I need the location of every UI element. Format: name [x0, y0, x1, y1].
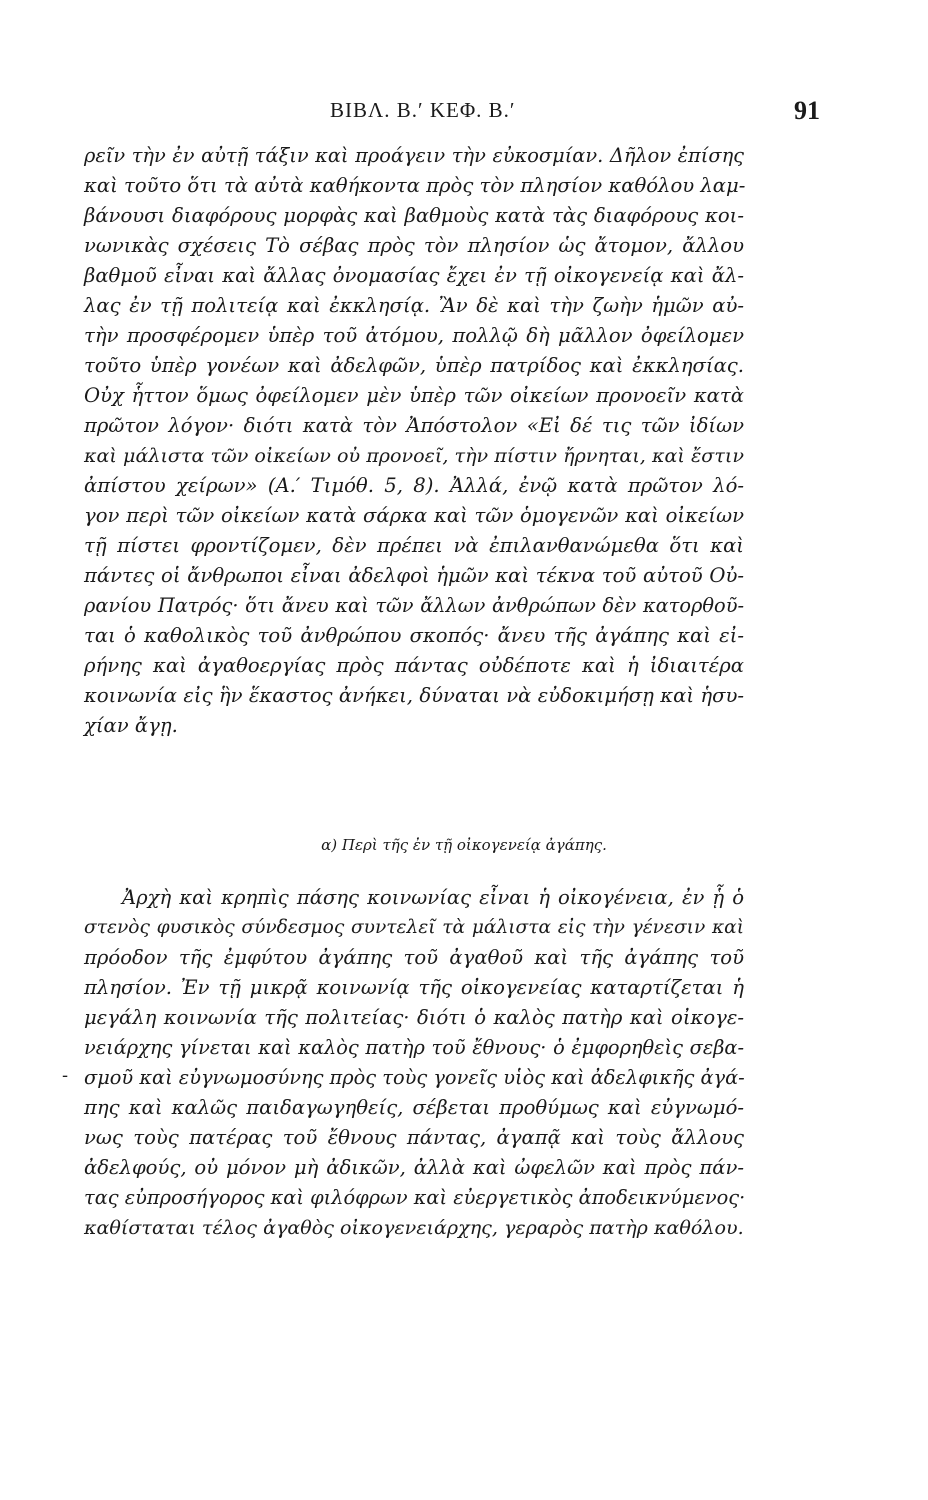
text-line: ρεῖν τὴν ἐν αὐτῇ τάξιν καὶ προάγειν τὴν εὐκοσμίαν. Δῆλον ἐπίσης — [84, 144, 744, 167]
text-line: νωνικὰς σχέσεις Τὸ σέβας πρὸς τὸν πλησίον ὡς ἄτομον, ἄλλου — [84, 234, 744, 257]
margin-mark: - — [62, 1065, 69, 1086]
page-number: 91 — [794, 96, 820, 125]
text-line: πλησίον. Ἐν τῇ μικρᾷ κοινωνίᾳ τῆς οἰκογενείας καταρτίζεται ἡ — [84, 976, 744, 999]
text-line: τας εὐπροσήγορος καὶ φιλόφρων καὶ εὐεργετικὸς ἀποδεικνύμενος· — [84, 1186, 746, 1209]
text-line: ται ὁ καθολικὸς τοῦ ἀνθρώπου σκοπός· ἄνευ τῆς ἀγάπης καὶ εἰ- — [84, 624, 744, 647]
text-line: τοῦτο ὑπὲρ γονέων καὶ ἀδελφῶν, ὑπὲρ πατρίδος καὶ ἐκκλησίας. — [84, 354, 744, 377]
text-line: καὶ τοῦτο ὅτι τὰ αὐτὰ καθήκοντα πρὸς τὸν πλησίον καθόλου λαμ- — [84, 174, 746, 197]
text-line: καὶ μάλιστα τῶν οἰκείων οὐ προνοεῖ, τὴν πίστιν ἤρνηται, καὶ ἔστιν — [84, 444, 744, 467]
text-line: λας ἐν τῇ πολιτείᾳ καὶ ἐκκλησίᾳ. Ἂν δὲ καὶ τὴν ζωὴν ἡμῶν αὐ- — [84, 294, 744, 317]
text-line: μεγάλη κοινωνία τῆς πολιτείας· διότι ὁ καλὸς πατὴρ καὶ οἰκογε- — [84, 1006, 744, 1029]
text-line: ρανίου Πατρός· ὅτι ἄνευ καὶ τῶν ἄλλων ἀνθρώπων δὲν κατορθοῦ- — [84, 594, 744, 617]
running-head: ΒΙΒΛ. Β.′ ΚΕΦ. Β.′ — [330, 98, 516, 122]
text-line: βαθμοῦ εἶναι καὶ ἄλλας ὀνομασίας ἔχει ἐν τῇ οἰκογενείᾳ καὶ ἄλ- — [84, 264, 744, 287]
text-line: καθίσταται τέλος ἀγαθὸς οἰκογενειάρχης, γεραρὸς πατὴρ καθόλου. — [84, 1216, 744, 1239]
text-line: ἀδελφούς, οὐ μόνον μὴ ἀδικῶν, ἀλλὰ καὶ ὠφελῶν καὶ πρὸς πάν- — [84, 1156, 744, 1179]
text-line: κοινωνία εἰς ἣν ἕκαστος ἀνήκει, δύναται νὰ εὐδοκιμήσῃ καὶ ἡσυ- — [84, 684, 744, 707]
text-line: στενὸς φυσικὸς σύνδεσμος συντελεῖ τὰ μάλιστα εἰς τὴν γένεσιν καὶ — [84, 917, 744, 938]
text-line: πρόοδον τῆς ἐμφύτου ἀγάπης τοῦ ἀγαθοῦ καὶ τῆς ἀγάπης τοῦ — [84, 946, 744, 969]
text-line: νως τοὺς πατέρας τοῦ ἔθνους πάντας, ἀγαπᾷ καὶ τοὺς ἄλλους — [84, 1126, 744, 1149]
text-line: ρήνης καὶ ἀγαθοεργίας πρὸς πάντας οὐδέποτε καὶ ἡ ἰδιαιτέρα — [84, 654, 744, 677]
text-line: τῇ πίστει φροντίζομεν, δὲν πρέπει νὰ ἐπιλανθανώμεθα ὅτι καὶ — [84, 534, 744, 557]
text-line: σμοῦ καὶ εὐγνωμοσύνης πρὸς τοὺς γονεῖς υἱὸς καὶ ἀδελφικῆς ἀγά- — [84, 1066, 745, 1089]
text-line: βάνουσι διαφόρους μορφὰς καὶ βαθμοὺς κατὰ τὰς διαφόρους κοι- — [84, 204, 744, 227]
text-line: πρῶτον λόγον· διότι κατὰ τὸν Ἀπόστολον «Εἰ δέ τις τῶν ἰδίων — [84, 414, 744, 437]
text-line: πάντες οἱ ἄνθρωποι εἶναι ἀδελφοὶ ἡμῶν καὶ τέκνα τοῦ αὐτοῦ Οὐ- — [84, 564, 744, 587]
text-line: Οὐχ ἧττον ὅμως ὀφείλομεν μὲν ὑπὲρ τῶν οἰκείων προνοεῖν κατὰ — [84, 384, 744, 407]
text-line: ἀπίστου χείρων» (Α.′ Τιμόθ. 5, 8). Ἀλλά, ἐνῷ κατὰ πρῶτον λό- — [84, 474, 744, 497]
text-line: χίαν ἄγῃ. — [84, 714, 178, 737]
text-line: Ἀρχὴ καὶ κρηπὶς πάσης κοινωνίας εἶναι ἡ οἰκογένεια, ἐν ᾗ ὁ — [122, 886, 744, 909]
section-heading: α) Περὶ τῆς ἐν τῇ οἰκογενείᾳ ἀγάπης. — [321, 836, 607, 854]
text-line: τὴν προσφέρομεν ὑπὲρ τοῦ ἀτόμου, πολλῷ δὴ μᾶλλον ὀφείλομεν — [84, 324, 744, 347]
text-line: νειάρχης γίνεται καὶ καλὸς πατὴρ τοῦ ἔθνους· ὁ ἐμφορηθεὶς σεβα- — [84, 1036, 744, 1059]
text-line: γον περὶ τῶν οἰκείων κατὰ σάρκα καὶ τῶν ὁμογενῶν καὶ οἰκείων — [84, 504, 744, 527]
text-line: πης καὶ καλῶς παιδαγωγηθείς, σέβεται προθύμως καὶ εὐγνωμό- — [84, 1096, 744, 1119]
page-header — [0, 98, 928, 128]
